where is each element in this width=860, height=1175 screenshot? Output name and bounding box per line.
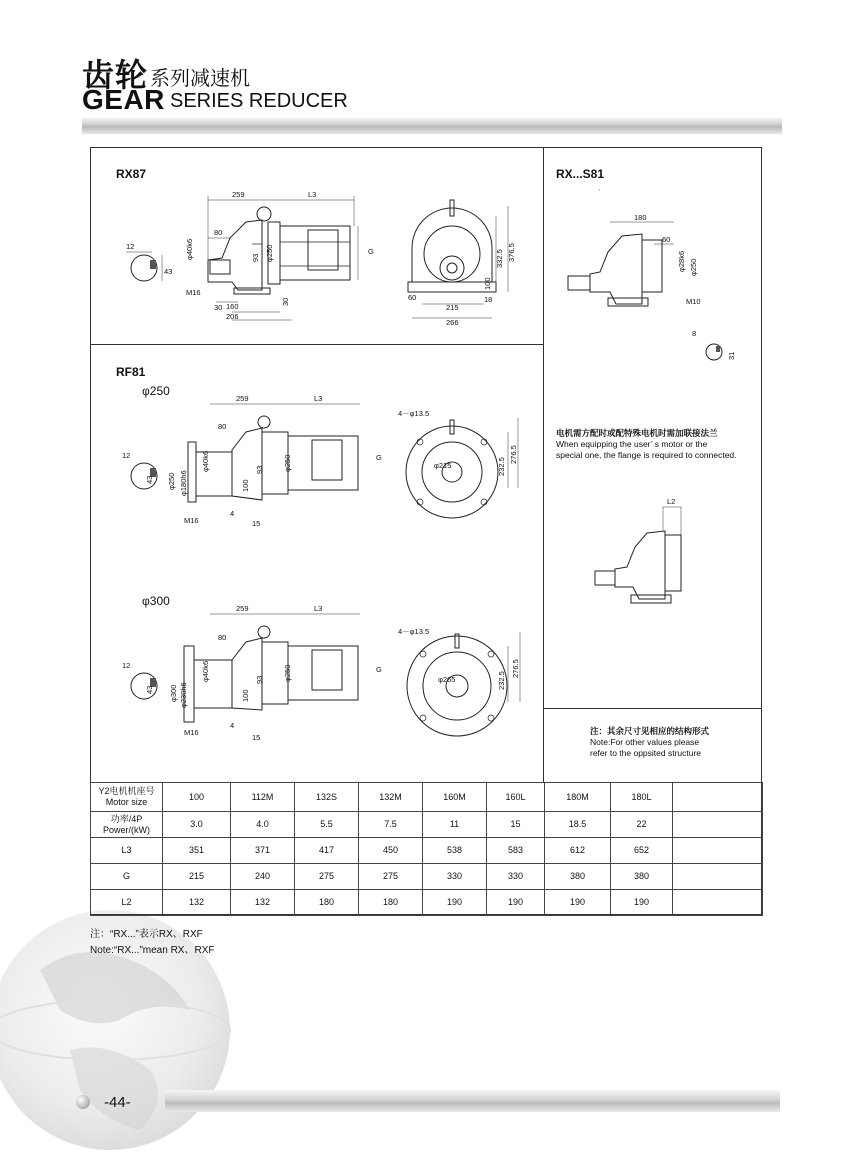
table-cell-empty	[673, 783, 763, 812]
footer-band	[165, 1090, 780, 1112]
table-cell: 3.0	[163, 812, 231, 838]
dim-259-rf250: 259	[236, 394, 249, 403]
table-header-G: G	[91, 864, 163, 890]
title-cn-small: 系列减速机	[150, 66, 250, 90]
table-cell: 240	[231, 864, 295, 890]
rf81-250-flange	[188, 442, 196, 502]
table-row-L3	[91, 838, 763, 864]
flange-size-300: φ300	[142, 594, 170, 608]
dim-phi250: φ250	[265, 244, 274, 262]
rxs81-flange	[642, 240, 662, 292]
table-cell: 18.5	[545, 812, 611, 838]
table-cell: 330	[423, 864, 487, 890]
table-row-L2	[91, 890, 763, 916]
dim-232-5-rf300: 232.5	[497, 671, 506, 690]
table-row-G	[91, 864, 763, 890]
globe-watermark	[0, 880, 260, 1170]
connection-flange	[665, 535, 681, 591]
dim-8: 8	[692, 329, 697, 338]
svg-text:·: ·	[598, 185, 601, 194]
table-cell: 160M	[423, 783, 487, 812]
table-cell: 4.0	[231, 812, 295, 838]
table-cell: 132S	[295, 783, 359, 812]
table-cell: 190	[487, 890, 545, 916]
dim-160: 160	[226, 302, 239, 311]
dim-31: 31	[727, 351, 736, 360]
dim-100-rf250: 100	[241, 479, 250, 492]
dim-hole-rf300: 4－φ13.5	[398, 627, 430, 636]
dim-43: 43	[164, 267, 173, 276]
dim-G-rf300: G	[376, 665, 382, 674]
title-en-big: GEAR	[82, 84, 165, 115]
dim-93-rf300: 93	[255, 675, 264, 684]
dim-phi215: φ215	[434, 461, 452, 470]
dim-M16: M16	[186, 288, 201, 297]
dim-M16-rf250: M16	[184, 516, 199, 525]
table-cell: 180	[359, 890, 423, 916]
dim-12-rf250: 12	[122, 451, 131, 460]
dim-30-right: 30	[281, 297, 290, 306]
table-cell: 450	[359, 838, 423, 864]
table-cell: 380	[611, 864, 673, 890]
dim-206: 206	[226, 312, 239, 321]
table-cell: 275	[295, 864, 359, 890]
dim-232-5-rf250: 232.5	[497, 457, 506, 476]
table-cell: 190	[611, 890, 673, 916]
table-row-motor-size	[91, 783, 763, 812]
table-cell: 100	[163, 783, 231, 812]
dim-276-5-rf300: 276.5	[511, 659, 520, 678]
table-cell: 132M	[359, 783, 423, 812]
frame-divider-vertical	[543, 147, 544, 783]
flanged-reducer-housing	[615, 531, 665, 599]
dim-43-rf250: 43	[145, 475, 154, 484]
dim-259: 259	[232, 190, 245, 199]
dim-80: 80	[214, 228, 223, 237]
footnote-cn: 注：“RX...”表示RX、RXF	[90, 929, 203, 940]
table-cell: 371	[231, 838, 295, 864]
title-en-small: SERIES REDUCER	[170, 90, 348, 112]
table-header-L2: L2	[91, 890, 163, 916]
dim-15-rf250: 15	[252, 519, 261, 528]
table-cell: 180L	[611, 783, 673, 812]
dim-phi250b-rf250: φ250	[283, 454, 292, 472]
dim-180: 180	[634, 213, 647, 222]
dim-215: 215	[446, 303, 459, 312]
other-values-note	[590, 726, 760, 759]
dim-43-rf300: 43	[145, 685, 154, 694]
dim-266: 266	[446, 318, 459, 327]
table-cell: 180	[295, 890, 359, 916]
rx87-terminal-box	[308, 230, 338, 270]
other-note-en-2: refer to the oppsited structure	[590, 748, 702, 758]
flange-note-cn: 电机需方配时或配特殊电机时需加联接法兰	[556, 428, 718, 438]
table-row-power	[91, 812, 763, 838]
dim-60-s81: 60	[662, 235, 671, 244]
dim-phi180h6: φ180h6	[179, 470, 188, 496]
dim-phi230h6: φ230h6	[179, 682, 188, 708]
table-header-motor-size: Y2电机机座号 Motor size	[91, 783, 163, 812]
table-cell: 132	[231, 890, 295, 916]
dim-376-5: 376.5	[507, 243, 516, 262]
header-band	[82, 118, 782, 134]
table-cell: 215	[163, 864, 231, 890]
rf81-300-drawing	[112, 602, 532, 752]
rf81-250-drawing	[112, 392, 532, 537]
table-cell: 190	[423, 890, 487, 916]
dim-phi300: φ300	[169, 684, 178, 702]
table-cell: 7.5	[359, 812, 423, 838]
dim-30-left: 30	[214, 303, 223, 312]
footnote-en: Note:“RX...”mean RX、RXF	[90, 945, 215, 956]
dim-12: 12	[126, 242, 135, 251]
table-cell-empty	[673, 890, 763, 916]
table-cell: 380	[545, 864, 611, 890]
rxs81-drawing	[550, 180, 755, 380]
flange-note-en-2: special one, the flange is required to connected.	[556, 450, 737, 460]
table-cell: 351	[163, 838, 231, 864]
frame-divider-rx87	[90, 344, 543, 345]
dim-259-rf300: 259	[236, 604, 249, 613]
table-cell: 538	[423, 838, 487, 864]
dim-4-rf250: 4	[230, 509, 235, 518]
table-cell: 275	[359, 864, 423, 890]
dim-12-rf300: 12	[122, 661, 131, 670]
table-cell: 11	[423, 812, 487, 838]
footer-bullet	[76, 1095, 90, 1109]
dim-G-rf250: G	[376, 453, 382, 462]
dim-18: 18	[484, 295, 493, 304]
table-header-L3: L3	[91, 838, 163, 864]
dim-M16-rf300: M16	[184, 728, 199, 737]
dim-phi265: φ265	[438, 675, 456, 684]
dim-M10: M10	[686, 297, 701, 306]
dim-L3-rf250: L3	[314, 394, 323, 403]
table-cell-empty	[673, 864, 763, 890]
section-label-rxs81: RX...S81	[556, 167, 605, 181]
table-cell-empty	[673, 838, 763, 864]
dim-hole-rf250: 4－φ13.5	[398, 409, 430, 418]
dim-80-rf300: 80	[218, 633, 227, 642]
dim-phi250-rf250: φ250	[167, 472, 176, 490]
motor-spec-table	[90, 782, 763, 916]
table-cell: 180M	[545, 783, 611, 812]
table-cell: 160L	[487, 783, 545, 812]
table-cell: 112M	[231, 783, 295, 812]
rx87-drawing	[112, 182, 532, 332]
table-cell-empty	[673, 812, 763, 838]
flanged-reducer-drawing	[575, 495, 725, 615]
dim-93: 93	[251, 253, 260, 262]
dim-100: 100	[483, 277, 492, 290]
dim-L3-rf300: L3	[314, 604, 323, 613]
dim-100-rf300: 100	[241, 689, 250, 702]
dim-phi250-rf300: φ250	[283, 664, 292, 682]
dim-332-5: 332.5	[495, 249, 504, 268]
table-cell: 583	[487, 838, 545, 864]
dim-15-rf300: 15	[252, 733, 261, 742]
table-cell: 330	[487, 864, 545, 890]
title-cn-big: 齿轮	[82, 56, 149, 94]
dim-4-rf300: 4	[230, 721, 235, 730]
dim-276-5-rf250: 276.5	[509, 445, 518, 464]
dim-80-rf250: 80	[218, 422, 227, 431]
dim-L2: L2	[667, 497, 676, 506]
other-note-en-1: Note:For other values please	[590, 737, 700, 747]
dim-phi40k6-rf250: φ40k6	[201, 450, 210, 472]
rx87-key	[150, 260, 156, 269]
other-note-cn: 注：其余尺寸见相应的结构形式	[590, 726, 710, 736]
dim-phi28k6: φ28k6	[677, 250, 686, 272]
rxs81-housing	[590, 234, 642, 304]
table-cell: 417	[295, 838, 359, 864]
dim-phi40k6-rf300: φ40k6	[201, 660, 210, 682]
table-cell: 190	[545, 890, 611, 916]
table-cell: 132	[163, 890, 231, 916]
section-label-rf81: RF81	[116, 365, 146, 379]
table-cell: 15	[487, 812, 545, 838]
flange-note-en-1: When equipping the user’ s motor or the	[556, 439, 708, 449]
table-cell: 5.5	[295, 812, 359, 838]
frame-divider-note	[543, 708, 762, 709]
table-cell: 652	[611, 838, 673, 864]
section-label-rx87: RX87	[116, 167, 147, 181]
page-number: -44-	[104, 1094, 131, 1111]
flange-note	[556, 428, 756, 461]
rf81-250-end-view	[406, 426, 498, 518]
dim-93-rf250: 93	[255, 465, 264, 474]
table-header-power: 功率/4P Power/(kW)	[91, 812, 163, 838]
dim-phi250-s81: φ250	[689, 258, 698, 276]
dim-L3: L3	[308, 190, 317, 199]
dim-60: 60	[408, 293, 417, 302]
dim-G: G	[368, 247, 374, 256]
dim-phi40k6: φ40k6	[185, 238, 194, 260]
rx87-end-view	[412, 208, 492, 282]
table-cell: 22	[611, 812, 673, 838]
table-cell: 612	[545, 838, 611, 864]
flange-size-250: φ250	[142, 384, 170, 398]
